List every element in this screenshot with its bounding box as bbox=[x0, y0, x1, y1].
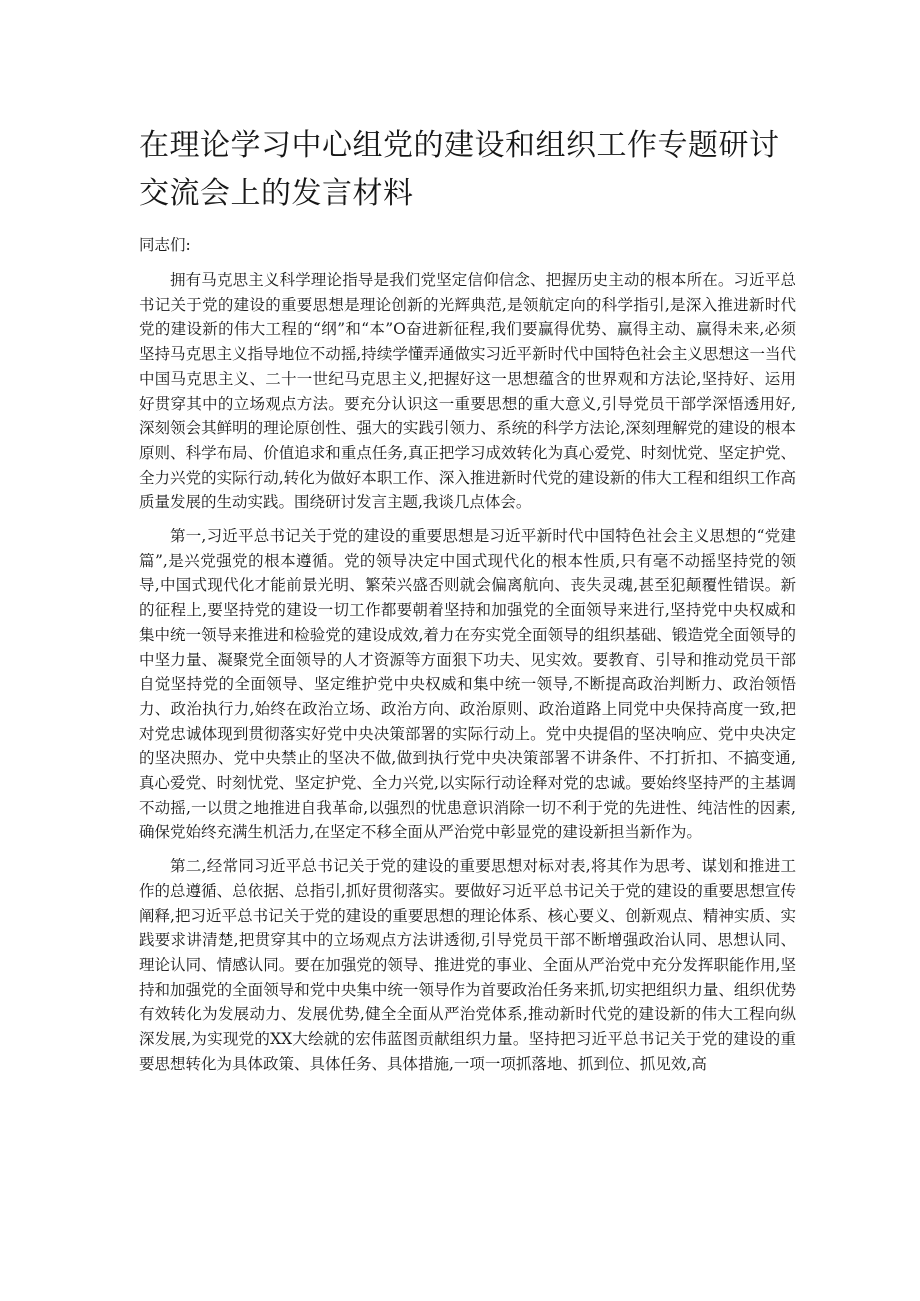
document-title: 在理论学习中心组党的建设和组织工作专题研讨交流会上的发言材料 bbox=[139, 128, 780, 211]
document-body bbox=[139, 268, 796, 1086]
salutation: 同志们: bbox=[139, 236, 191, 254]
paragraph-intro: 拥有马克思主义科学理论指导是我们党坚定信仰信念、把握历史主动的根本所在。习近平总书记关于党的建设的重要思想是理论创新的光辉典范,是领航定向的科学指引,是深入推进新时代党的建设新的伟大工程的“纲”和“本”O奋进新征程,我们要赢得优势、赢得主动、赢得未来,必须坚持马克思主义指导地位不动摇,持续学懂弄通做实习近平新时代中国特色社会主义思想这一当代中国马克思主义、二十一世纪马克思主义,把握好这一思想蕴含的世界观和方法论,坚持好、运用好贯穿其中的立场观点方法。要充分认识这一重要思想的重大意义,引导党员干部学深悟透用好,深刻领会其鲜明的理论原创性、强大的实践引领力、系统的科学方法论,深刻理解党的建设的根本原则、科学布局、价值追求和重点任务,真正把学习成效转化为真心爱党、时刻忧党、坚定护党、全力兴党的实际行动,转化为做好本职工作、深入推进新时代党的建设新的伟大工程和组织工作高质量发展的生动实践。围绕研讨发言主题,我谈几点体会。 bbox=[139, 271, 796, 512]
paragraph-first-point: 第一,习近平总书记关于党的建设的重要思想是习近平新时代中国特色社会主义思想的“党建篇”,是兴党强党的根本遵循。党的领导决定中国式现代化的根本性质,只有毫不动摇坚持党的领导,中国式现代化才能前景光明、繁荣兴盛否则就会偏离航向、丧失灵魂,甚至犯颠覆性错误。新的征程上,要坚持党的建设一切工作都要朝着坚持和加强党的全面领导来进行,坚持党中央权威和集中统一领导来推进和检验党的建设成效,着力在夯实党全面领导的组织基础、锻造党全面领导的中坚力量、凝聚党全面领导的人才资源等方面狠下功夫、见实效。要教育、引导和推动党员干部自觉坚持党的全面领导、坚定维护党中央权威和集中统一领导,不断提高政治判断力、政治领悟力、政治执行力,始终在政治立场、政治方向、政治原则、政治道路上同党中央保持高度一致,把对党忠诚体现到贯彻落实好党中央决策部署的实际行动上。党中央提倡的坚决响应、党中央决定的坚决照办、党中央禁止的坚决不做,做到执行党中央决策部署不讲条件、不打折扣、不搞变通,真心爱党、时刻忧党、坚定护党、全力兴党,以实际行动诠释对党的忠诚。要始终坚持严的主基调不动摇,一以贯之地推进自我革命,以强烈的忧患意识消除一切不利于党的先进性、纯洁性的因素,确保党始终充满生机活力,在坚定不移全面从严治党中彰显党的建设新担当新作为。 bbox=[139, 527, 796, 842]
paragraph-second-point: 第二,经常同习近平总书记关于党的建设的重要思想对标对表,将其作为思考、谋划和推进工作的总遵循、总依据、总指引,抓好贯彻落实。要做好习近平总书记关于党的建设的重要思想宣传阐释,把习近平总书记关于党的建设的重要思想的理论体系、核心要义、创新观点、精神实质、实践要求讲清楚,把贯穿其中的立场观点方法讲透彻,引导党员干部不断增强政治认同、思想认同、理论认同、情感认同。要在加强党的领导、推进党的事业、全面从严治党中充分发挥职能作用,坚持和加强党的全面领导和党中央集中统一领导作为首要政治任务来抓,切实把组织力量、组织优势有效转化为发展动力、发展优势,健全全面从严治党体系,推动新时代党的建设新的伟大工程向纵深发展,为实现党的XX大绘就的宏伟蓝图贡献组织力量。坚持把习近平总书记关于党的建设的重要思想转化为具体政策、具体任务、具体措施,一项一项抓落地、抓到位、抓见效,高 bbox=[139, 857, 796, 1073]
